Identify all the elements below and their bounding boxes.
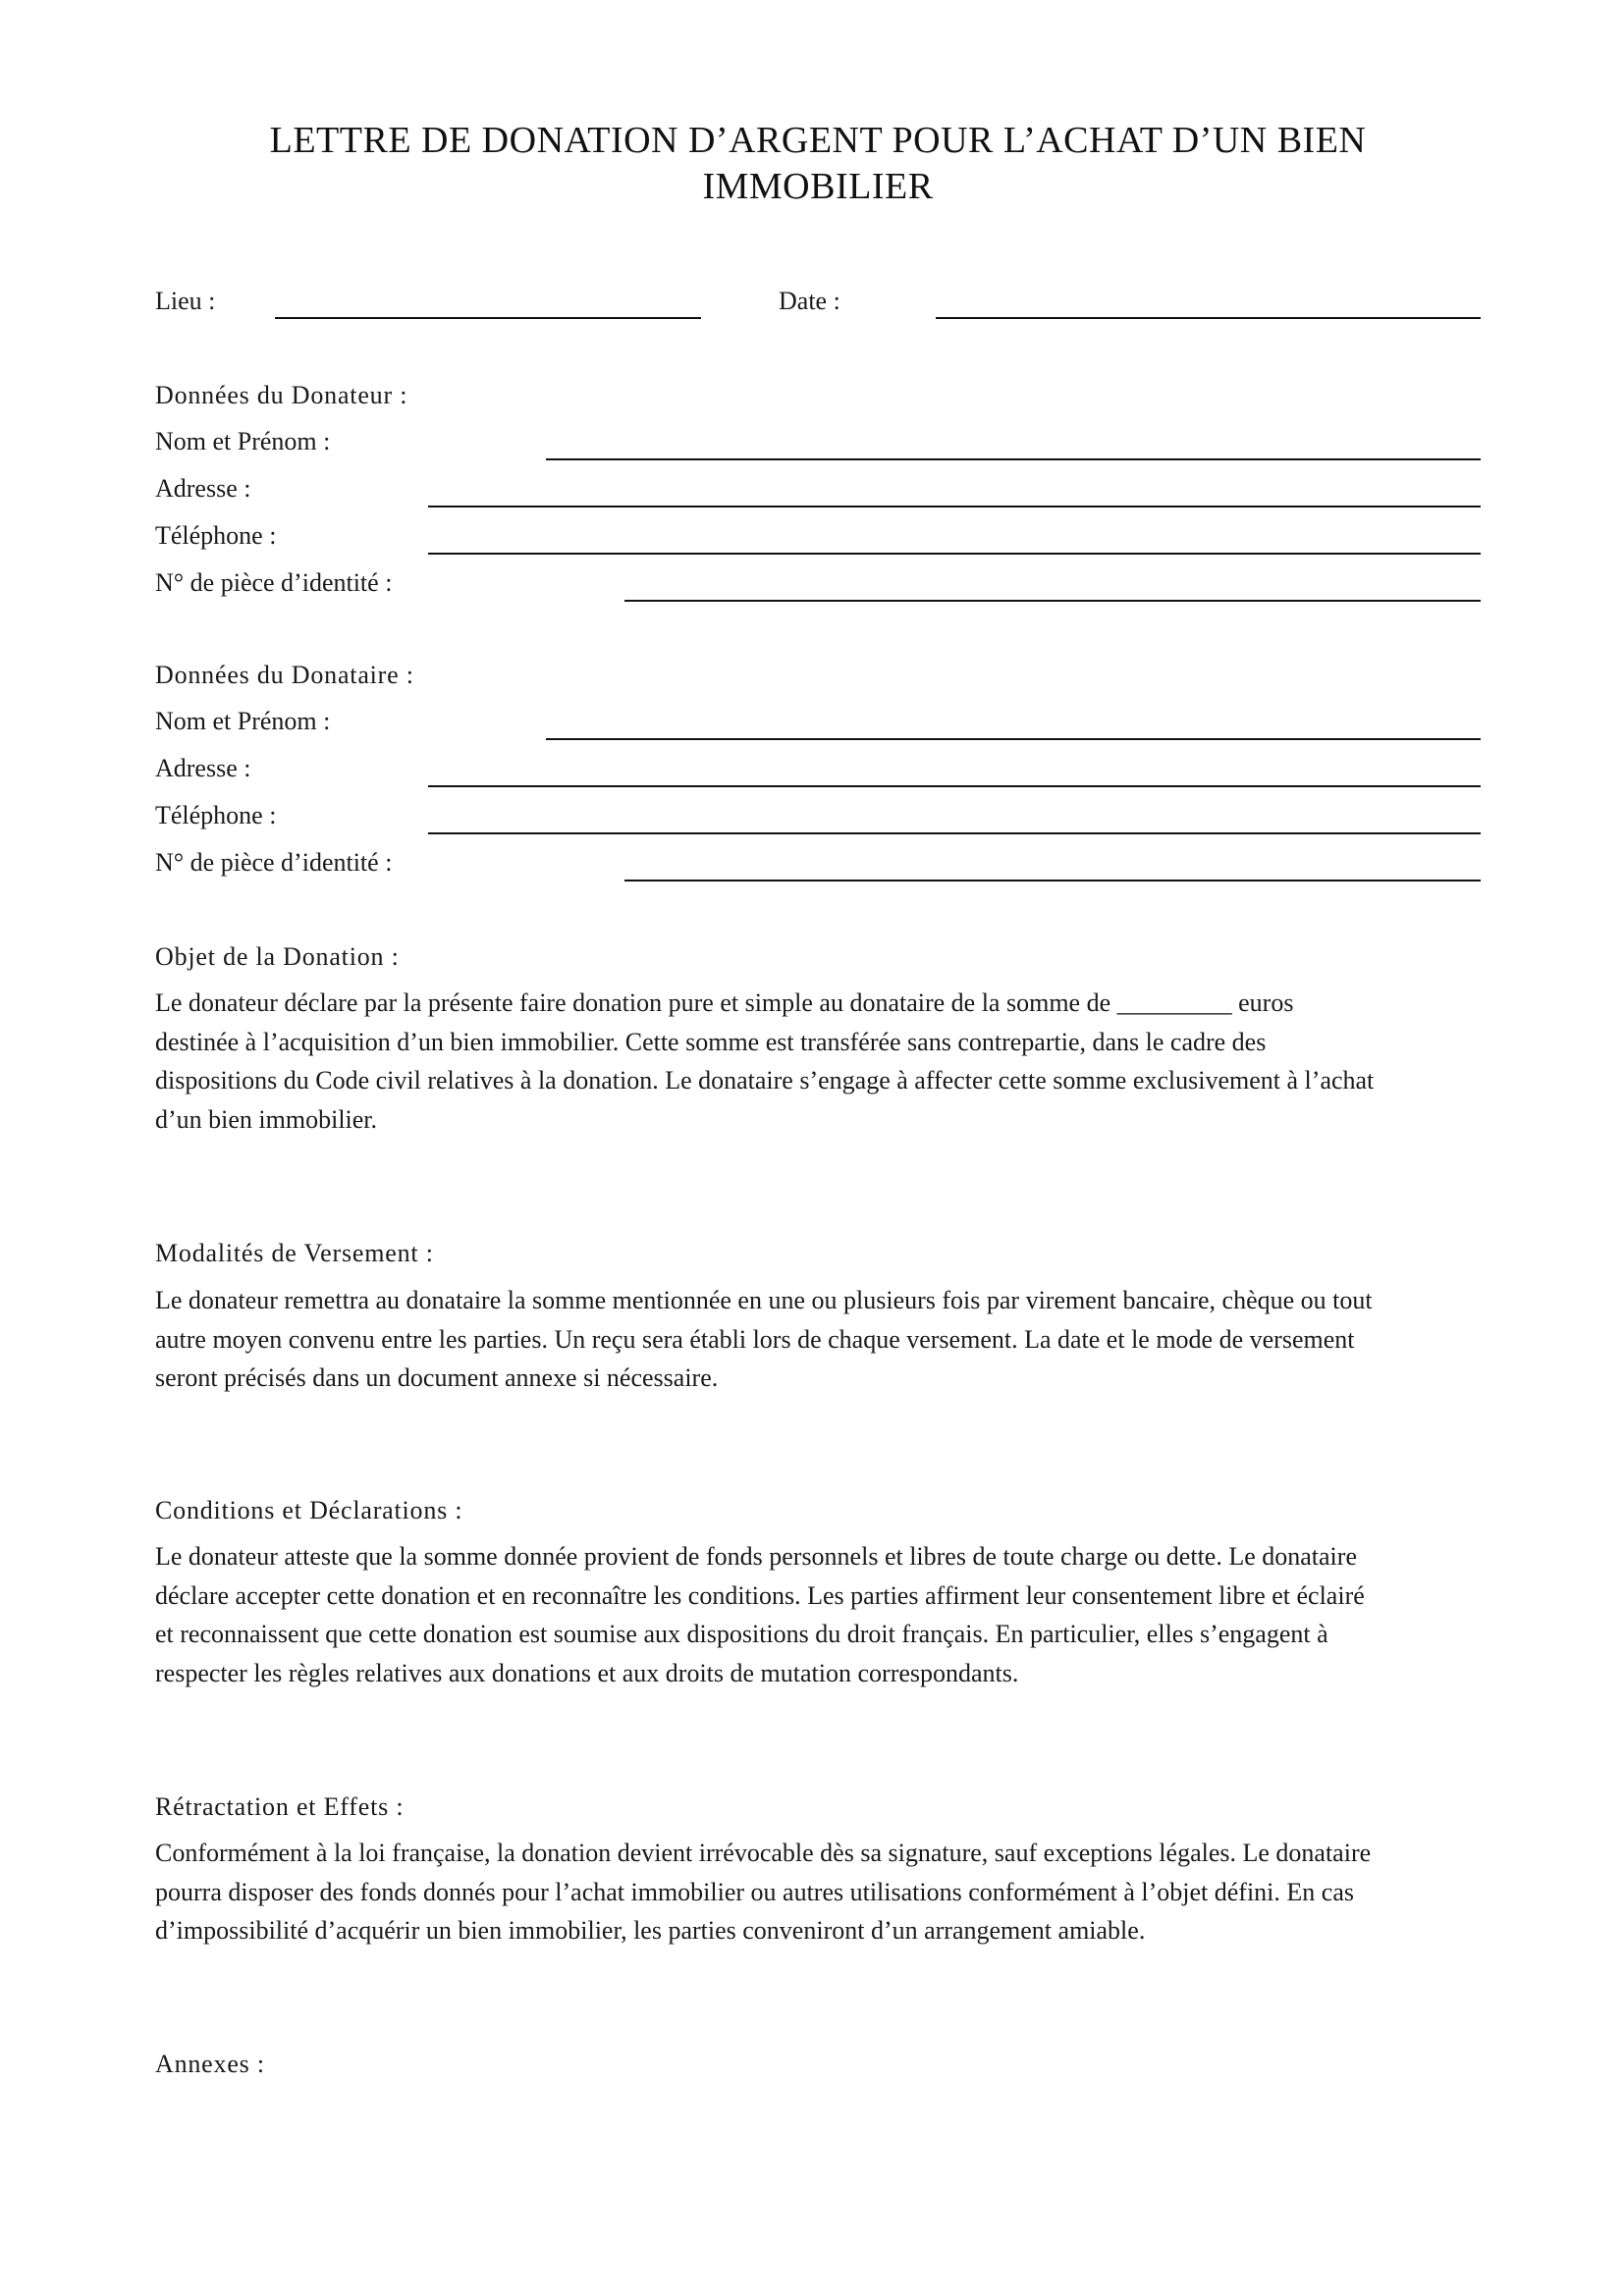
donataire-nom-field-line[interactable] [546,738,1481,740]
conditions-line: et reconnaissent que cette donation est soumise aux dispositions du droit français. En particulier, elles s’engagent à [155,1620,1328,1648]
conditions-line: déclare accepter cette donation et en reconnaître les conditions. Les parties affirment leur consentement libre et éclairé [155,1580,1365,1610]
annexes-heading: Annexes : [155,2050,265,2078]
modalites-paragraph [155,1281,1483,1398]
donataire-adresse-label: Adresse : [155,754,251,782]
donataire-adresse-field-line[interactable] [428,785,1481,787]
conditions-heading: Conditions et Déclarations : [155,1496,463,1524]
retractation-heading: Rétractation et Effets : [155,1792,405,1821]
donateur-nom-label: Nom et Prénom : [155,427,331,455]
title-line-1: LETTRE DE DONATION D’ARGENT POUR L’ACHAT D’UN BIEN [269,120,1367,161]
lieu-field-line[interactable] [275,317,701,319]
retractation-line: d’impossibilité d’acquérir un bien immobilier, les parties conveniront d’un arrangement amiable. [155,1916,1146,1945]
objet-line: Le donateur déclare par la présente faire donation pure et simple au donataire de la somme de _________ euros [155,988,1294,1017]
objet-heading: Objet de la Donation : [155,942,400,971]
donateur-piece-label: N° de pièce d’identité : [155,568,393,597]
conditions-line: Le donateur atteste que la somme donnée provient de fonds personnels et libres de toute charge ou dette. Le donataire [155,1542,1357,1571]
modalites-heading: Modalités de Versement : [155,1239,434,1267]
retractation-line: Conformément à la loi française, la donation devient irrévocable dès sa signature, sauf exceptions légales. Le donataire [155,1839,1372,1867]
donateur-telephone-label: Téléphone : [155,521,277,550]
conditions-line: respecter les règles relatives aux donations et aux droits de mutation correspondants. [155,1658,1019,1687]
donateur-nom-field-line[interactable] [546,458,1481,460]
donataire-piece-label: N° de pièce d’identité : [155,848,393,877]
donataire-telephone-label: Téléphone : [155,801,277,829]
modalites-line: seront précisés dans un document annexe si nécessaire. [155,1363,719,1392]
objet-paragraph [155,984,1483,1139]
modalites-line: autre moyen convenu entre les parties. Un reçu sera établi lors de chaque versement. La date et le mode de versement [155,1324,1355,1354]
retractation-line: pourra disposer des fonds donnés pour l’achat immobilier ou autres utilisations conformément à l’objet défini. En cas [155,1877,1354,1906]
donataire-telephone-field-line[interactable] [428,832,1481,834]
objet-line: d’un bien immobilier. [155,1104,378,1134]
donateur-telephone-field-line[interactable] [428,553,1481,555]
document-title [155,118,1481,210]
donateur-adresse-field-line[interactable] [428,506,1481,507]
title-line-2: IMMOBILIER [702,166,934,207]
donateur-heading: Données du Donateur : [155,381,408,409]
objet-line: destinée à l’acquisition d’un bien immobilier. Cette somme est transférée sans contrepartie, dans le cadre des [155,1027,1267,1056]
donateur-piece-field-line[interactable] [624,600,1481,602]
objet-line: dispositions du Code civil relatives à la donation. Le donataire s’engage à affecter cette somme exclusivement à l’achat [155,1066,1375,1095]
donateur-adresse-label: Adresse : [155,474,251,503]
retractation-paragraph [155,1834,1483,1950]
modalites-line: Le donateur remettra au donataire la somme mentionnée en une ou plusieurs fois par virement bancaire, chèque ou tout [155,1286,1373,1314]
donataire-nom-label: Nom et Prénom : [155,707,331,735]
conditions-paragraph [155,1537,1483,1692]
donataire-piece-field-line[interactable] [624,880,1481,881]
donataire-heading: Données du Donataire : [155,661,414,689]
lieu-label: Lieu : [155,287,216,315]
date-field-line[interactable] [936,317,1481,319]
date-label: Date : [779,287,840,315]
